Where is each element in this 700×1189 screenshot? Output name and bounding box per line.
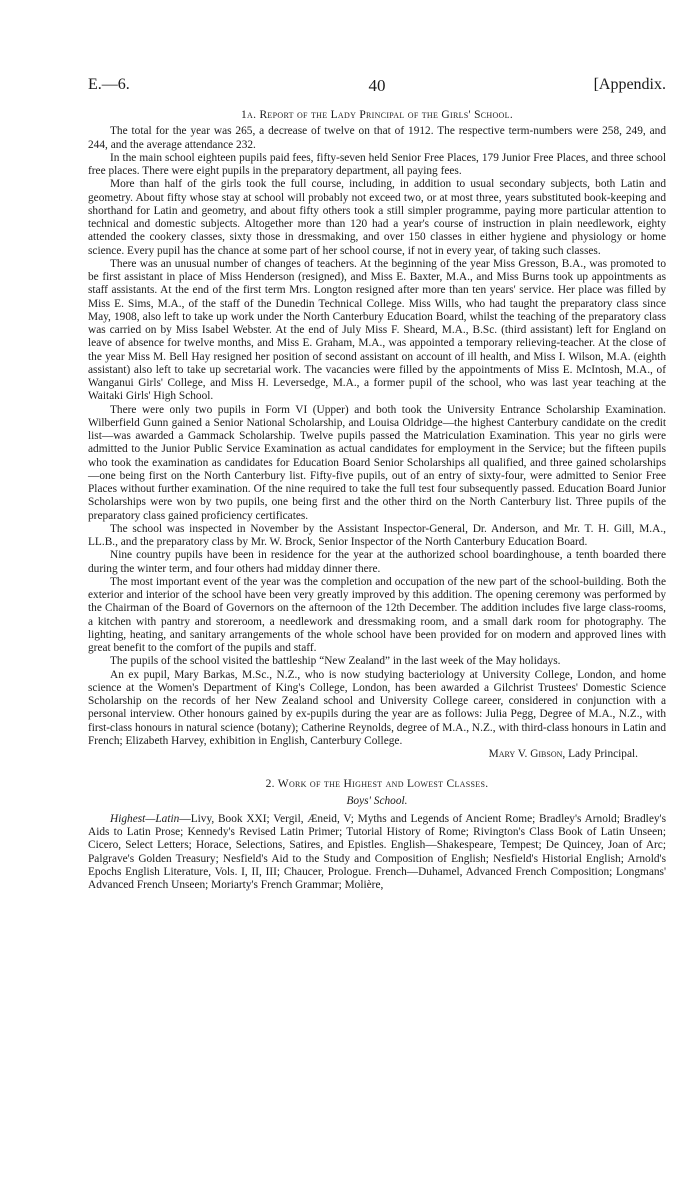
highest-class-text: —Livy, Book XXI; Vergil, Æneid, V; Myths and Legends of Ancient Rome; Bradley's Arnold; Bradley's Aids to Latin Prose; Kennedy's Revised Latin Primer; Tutorial History of Rome; Rivington's Class Book of Latin Unseen; Cicero, Select Letters; Horace, Selections, Satires, and Epistles. English—Shakespeare, Tempest; De Quincey, Joan of Arc; Palgrave's Golden Treasury; Nesfield's Aid to the Study and Composition of English; Nesfield's Historial English; Arnold's Epochs English Literature, Vols. I, II, III; Chaucer, Prologue. French—Duhamel, Advanced French Composition; Longmans' Advanced French Unseen; Moriarty's French Grammar; Molière, xyxy=(88,812,666,891)
paragraph-courses: More than half of the girls took the full course, including, in addition to usual secondary subjects, both Latin and geometry. About fifty whose stay at school will probably not exceed two, or at most three, years substituted book-keeping and shorthand for Latin and geometry, and about fifty others took a still simpler programme, paying more particular attention to technical and domestic subjects. Altogether more than 120 had a year's course of instruction in plain needlework, eighty attended the cookery classes, sixty those in dressmaking, and over 150 classes in either hygiene and physiology or home science. Every pupil has the chance at some part of her school course, if not in every year, of taking such classes. xyxy=(88,178,666,257)
paragraph-new-building: The most important event of the year was the completion and occupation of the new part of the school-building. Both the exterior and interior of the school have been very greatly improved by this addition. The opening ceremony was performed by the Chairman of the Board of Governors on the afternoon of the 12th December. The addition includes five large class-rooms, a kitchen with pantry and storeroom, a needlework and dressmaking room, and a small dark room for photography. The lighting, heating, and sanitary arrangements of the whole school have been provided for on modern and approved lines with great benefit to the comfort of the pupils and staff. xyxy=(88,575,666,654)
paragraph-examinations: There were only two pupils in Form VI (Upper) and both took the University Entrance Scholarship Examination. Wilberfield Gunn gained a Senior National Scholarship, and Louisa Oldridge—the highest Canterbury candidate on the credit list—was awarded a Gammack Scholarship. Twelve pupils passed the Matriculation Examination. This year no girls were admitted to the Junior Public Service Examination as actual candidates for employment in the Service; but the fifteen pupils who took the examination as candidates for Education Board Senior Scholarships all qualified, and three gained scholarships—one being first on the North Canterbury list. Fifty-five pupils, out of an entry of sixty-four, were admitted to Senior Free Places without further examination. Of the nine required to take the full test four subsequently passed. Education Board Junior Scholarships were won by two pupils, one being first and the other third on the North Canterbury list. Three pupils of the preparatory class gained proficiency certificates. xyxy=(88,403,666,522)
section-2-title: 2. Work of the Highest and Lowest Classes. xyxy=(265,778,489,791)
paragraph-ex-pupils: An ex pupil, Mary Barkas, M.Sc., N.Z., who is now studying bacteriology at University College, London, and home science at the Women's Department of King's College, London, has been awarded a Gilchrist Trustees' Domestic Science Scholarship on the records of her New Zealand school and University College career, considered in conjunction with a personal interview. Other honours gained by ex-pupils during the year are as follows: Julia Pegg, Degree of M.A., N.Z., with first-class honours in natural science (botany); Catherine Reynolds, degree of M.A., N.Z., with third-class honours in Latin and French; Elizabeth Harvey, exhibition in English, Canterbury College. xyxy=(88,668,666,747)
paragraph-staff-changes: There was an unusual number of changes of teachers. At the beginning of the year Miss Gresson, B.A., was promoted to be first assistant in place of Miss Henderson (resigned), and Miss E. Baxter, M.A., and Miss Burns took up appointments as staff assistants. At the end of the first term Mrs. Longton resigned after more than ten years' service. Her place was filled by Miss E. Sims, M.A., of the staff of the Dunedin Technical College. Miss Wills, who had taught the preparatory class since May, 1908, also left to take up work under the North Canterbury Education Board, whilst the teaching of the preparatory class was carried on by Miss Isabel Webster. At the end of July Miss F. Sheard, M.A., B.Sc. (third assistant) left for England on leave of absence for twelve months, and Miss E. Graham, M.A., was appointed a temporary relieving-teacher. At the close of the year Miss M. Bell Hay resigned her position of second assistant on account of ill health, and Miss I. Wilson, M.A. (eighth assistant) also left to take up secretarial work. The vacancies were filled by the appointments of Miss E. McIntosh, M.A., of Wanganui Girls' College, and Miss H. Leversedge, M.A., a former pupil of the school, who was last year teaching at the Waitaki Girls' High School. xyxy=(88,257,666,403)
paragraph-boarders: Nine country pupils have been in residence for the year at the authorized school boardinghouse, a tenth boarded there during the winter term, and four others had midday dinner there. xyxy=(88,549,666,575)
signature-title: , Lady Principal. xyxy=(562,748,638,760)
paragraph-battleship-visit: The pupils of the school visited the battleship “New Zealand” in the last week of the May holidays. xyxy=(110,655,561,668)
paragraph-fees: In the main school eighteen pupils paid fees, fifty-seven held Senior Free Places, 179 Junior Free Places, and three school free places. There were eight pupils in the preparatory department, all paying fees. xyxy=(88,151,666,177)
section-2-subtitle: Boys' School. xyxy=(346,794,408,807)
section-1-title: 1a. Report of the Lady Principal of the Girls' School. xyxy=(240,109,513,121)
page-number: 40 xyxy=(368,76,386,95)
page-header xyxy=(88,76,666,100)
highest-latin-label: Highest—Latin xyxy=(110,812,180,825)
signature xyxy=(88,748,666,761)
appendix-label: [Appendix. xyxy=(593,76,666,93)
document-reference: E.—6. xyxy=(88,76,130,93)
page-body xyxy=(88,109,666,892)
paragraph-highest-class xyxy=(88,813,666,893)
paragraph-inspection: The school was inspected in November by the Assistant Inspector-General, Dr. Anderson, and Mr. T. H. Gill, M.A., LL.B., and the preparatory class by Mr. W. Brock, Senior Inspector of the North Canterbury Education Board. xyxy=(88,522,666,548)
paragraph-totals: The total for the year was 265, a decrease of twelve on that of 1912. The respective term-numbers were 258, 249, and 244, and the average attendance 232. xyxy=(88,125,666,151)
signature-name: Mary V. Gibson xyxy=(488,748,563,760)
